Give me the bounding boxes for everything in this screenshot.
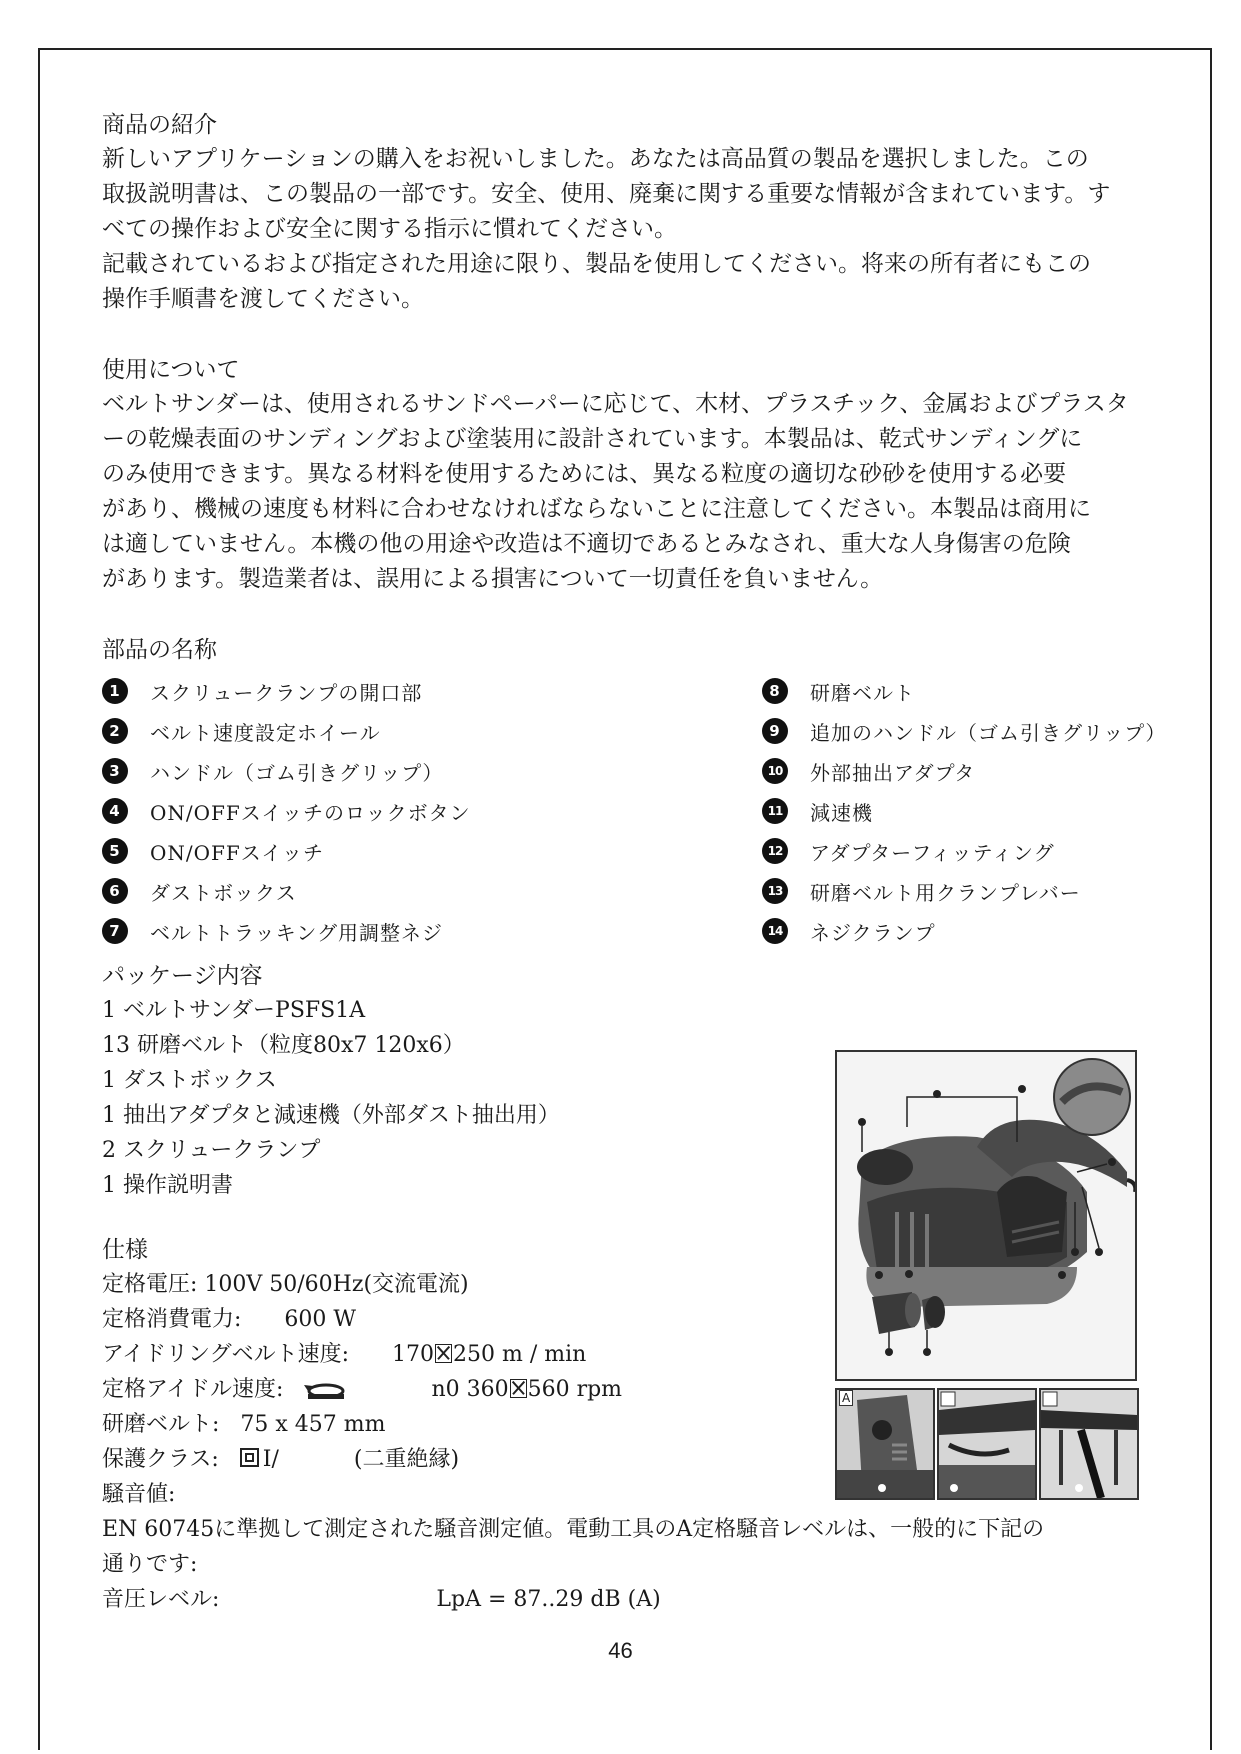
intro-line: 新しいアプリケーションの購入をお祝いしました。あなたは高品質の製品を選択しました。この [102, 146, 1089, 172]
part-label: ベルトトラッキング用調整ネジ [150, 920, 443, 945]
usage-line: は適していません。本機の他の用途や改造は不適切であるとみなされ、重大な人身傷害の危険 [102, 531, 1071, 557]
part-label: 外部抽出アダプタ [810, 760, 976, 785]
usage-line: ーの乾燥表面のサンディングおよび塗装用に設計されています。本製品は、乾式サンディングに [102, 426, 1083, 452]
belt-sander-illustration [837, 1052, 1135, 1379]
part-number-badge: 8 [762, 678, 788, 704]
part-label: ハンドル（ゴム引きグリップ） [150, 760, 444, 785]
part-number-badge: 5 [102, 838, 128, 864]
part-item [762, 911, 1162, 951]
part-item [102, 711, 471, 751]
spec-belt-speed-from: 170 [392, 1342, 434, 1367]
intro-line: 記載されているおよび指定された用途に限り、製品を使用してください。将来の所有者にもこの [102, 251, 1091, 277]
part-number-badge: 13 [762, 878, 788, 904]
part-label: ON/OFFスイッチのロックボタン [150, 800, 471, 825]
spec-idle-speed-from: n0 360 [431, 1377, 509, 1402]
spec-pressure [102, 1582, 1162, 1617]
part-number-badge: 11 [762, 798, 788, 824]
spec-power-value: 600 W [284, 1307, 357, 1332]
intro-line: べての操作および安全に関する指示に慣れてください。 [102, 216, 677, 242]
package-item: 1 抽出アダプタと減速機（外部ダスト抽出用） [102, 1103, 560, 1128]
spec-class-note: (二重絶縁) [353, 1447, 460, 1472]
part-item [102, 871, 471, 911]
spec-noise-line: 通りです: [102, 1552, 198, 1577]
spec-belt-speed-to: 250 m / min [453, 1342, 587, 1367]
package-item: 1 ベルトサンダーPSFS1A [102, 998, 366, 1023]
part-label: ネジクランプ [810, 920, 936, 945]
part-number-badge: 9 [762, 718, 788, 744]
detail-figure-b [937, 1388, 1037, 1500]
usage-heading: 使用について [102, 357, 240, 383]
page-number: 46 [608, 1638, 633, 1663]
part-label: 研磨ベルト [810, 680, 915, 705]
range-symbol-icon [510, 1379, 527, 1398]
figure-label-a: A [839, 1390, 853, 1406]
part-number-badge: 10 [762, 758, 788, 784]
spec-class-label: 保護クラス: [102, 1447, 219, 1472]
part-label: ON/OFFスイッチ [150, 840, 324, 865]
part-number-badge: 4 [102, 798, 128, 824]
usage-line: があります。製造業者は、誤用による損害について一切責任を負いません。 [102, 566, 884, 592]
double-insulation-icon [240, 1448, 259, 1467]
package-item: 1 ダストボックス [102, 1068, 277, 1093]
usage-line: のみ使用できます。異なる材料を使用するためには、異なる粒度の適切な砂砂を使用する必要 [102, 461, 1067, 487]
part-label: ベルト速度設定ホイール [150, 720, 381, 745]
part-number-badge: 6 [102, 878, 128, 904]
part-item [102, 911, 471, 951]
spec-belt-speed-label: アイドリングベルト速度: [102, 1342, 349, 1367]
part-item [102, 671, 471, 711]
package-item: 2 スクリュークランプ [102, 1138, 321, 1163]
intro-heading: 商品の紹介 [102, 112, 217, 138]
rotation-speed-icon [304, 1380, 348, 1400]
part-label: 減速機 [810, 800, 873, 825]
part-label: ダストボックス [150, 880, 297, 905]
part-item [762, 751, 1162, 791]
part-number-badge: 12 [762, 838, 788, 864]
part-label: 研磨ベルト用クランプレバー [810, 880, 1081, 905]
parts-heading: 部品の名称 [102, 637, 217, 663]
package-item: 13 研磨ベルト（粒度80x7 120x6） [102, 1033, 465, 1058]
part-label: 追加のハンドル（ゴム引きグリップ） [810, 720, 1167, 745]
package-heading: パッケージ内容 [102, 963, 263, 989]
package-item: 1 操作説明書 [102, 1173, 233, 1198]
parts-list [102, 671, 1167, 951]
spec-voltage: 定格電圧: 100V 50/60Hz(交流電流) [102, 1272, 469, 1297]
part-item [102, 831, 471, 871]
spec-idle-speed-to: 560 rpm [527, 1377, 623, 1402]
spec-noise-line: EN 60745に準拠して測定された騒音測定値。電動工具のA定格騒音レベルは、一般的に下記の [102, 1517, 1045, 1542]
detail-photo-c [1041, 1390, 1137, 1498]
specs-heading: 仕様 [102, 1237, 148, 1263]
part-item [762, 671, 1162, 711]
intro-line: 取扱説明書は、この製品の一部です。安全、使用、廃棄に関する重要な情報が含まれています。す [102, 181, 1111, 207]
detail-photo-b [939, 1390, 1035, 1498]
spec-noise-label: 騒音値: [102, 1482, 176, 1507]
spec-belt-value: 75 x 457 mm [240, 1412, 386, 1437]
spec-idle-speed-label: 定格アイドル速度: [102, 1377, 284, 1402]
usage-line: があり、機械の速度も材料に合わせなければならないことに注意してください。本製品は商用に [102, 496, 1091, 522]
belt-sander-figure [835, 1050, 1137, 1381]
part-number-badge: 1 [102, 678, 128, 704]
detail-figure-c [1039, 1388, 1139, 1500]
part-item [762, 831, 1162, 871]
part-number-badge: 3 [102, 758, 128, 784]
detail-photo-a [837, 1390, 933, 1498]
spec-pressure-value: LpA = 87..29 dB (A) [436, 1587, 661, 1612]
part-item [762, 711, 1167, 751]
part-item [762, 791, 1162, 831]
part-number-badge: 2 [102, 718, 128, 744]
spec-class-value: I/ [262, 1447, 279, 1472]
part-number-badge: 7 [102, 918, 128, 944]
part-item [762, 871, 1162, 911]
part-number-badge: 14 [762, 918, 788, 944]
range-symbol-icon [435, 1344, 452, 1363]
detail-figure-a [835, 1388, 935, 1500]
part-label: スクリュークランプの開口部 [150, 680, 423, 705]
spec-belt-label: 研磨ベルト: [102, 1412, 220, 1437]
spec-pressure-label: 音圧レベル: [102, 1587, 220, 1612]
part-item [102, 791, 471, 831]
part-label: アダプターフィッティング [810, 840, 1055, 865]
usage-line: ベルトサンダーは、使用されるサンドペーパーに応じて、木材、プラスチック、金属およびプラスタ [102, 391, 1129, 417]
part-item [102, 751, 471, 791]
spec-power-label: 定格消費電力: [102, 1307, 242, 1332]
intro-line: 操作手順書を渡してください。 [102, 286, 424, 312]
